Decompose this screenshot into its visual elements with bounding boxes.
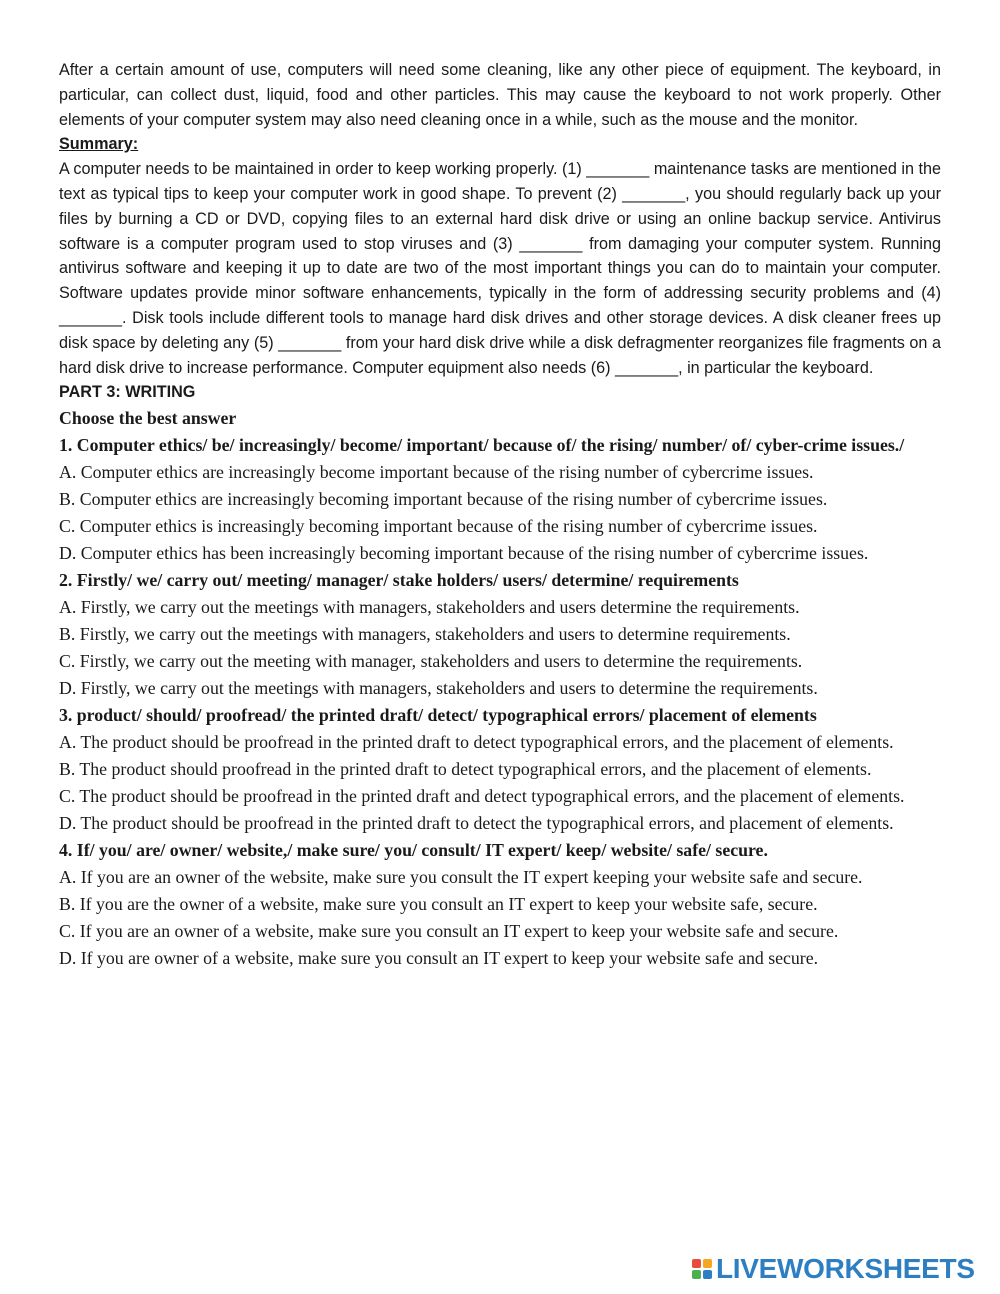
logo-square-3	[692, 1270, 701, 1279]
question-1-option-b[interactable]: B. Computer ethics are increasingly becoming important because of the rising number of cybercrime issues.	[59, 489, 828, 510]
logo-square-4	[703, 1270, 712, 1279]
question-3-option-c[interactable]: C. The product should be proofread in the printed draft and detect typographical errors, and the placement of elements.	[59, 786, 905, 807]
summary-heading-text: Summary:	[59, 135, 139, 154]
question-4-option-c[interactable]: C. If you are an owner of a website, make sure you consult an IT expert to keep your website safe and secure.	[59, 921, 839, 942]
liveworksheets-logo	[692, 1254, 975, 1284]
question-1-option-c[interactable]: C. Computer ethics is increasingly becoming important because of the rising number of cybercrime issues.	[59, 516, 818, 537]
summary-paragraph: A computer needs to be maintained in order to keep working properly. (1) _______ maintenance tasks are mentioned in the text as typical tips to keep your computer work in good shape. To prevent (2) _______, you should regularly back up your files by burning a CD or DVD, copying files to an external hard disk drive or using an online backup service. Antivirus software is a computer program used to stop viruses and (3) _______ from damaging your computer system. Running antivirus software and keeping it up to date are two of the most important things you can do to maintain your computer. Software updates provide minor software enhancements, typically in the form of addressing security problems and (4) _______. Disk tools include different tools to manage hard disk drives and other storage devices. A disk cleaner frees up disk space by deleting any (5) _______ from your hard disk drive while a disk defragmenter reorganizes file fragments on a hard disk drive to increase performance. Computer equipment also needs (6) _______, in particular the keyboard.	[59, 160, 941, 377]
question-3-option-a[interactable]: A. The product should be proofread in the printed draft to detect typographical errors, and the placement of elements.	[59, 732, 894, 753]
question-3-prompt: 3. product/ should/ proofread/ the printed draft/ detect/ typographical errors/ placement of elements	[59, 705, 817, 726]
question-2-option-c[interactable]: C. Firstly, we carry out the meeting with manager, stakeholders and users to determine the requirements.	[59, 651, 803, 672]
question-3-option-b[interactable]: B. The product should proofread in the printed draft to detect typographical errors, and the placement of elements.	[59, 759, 872, 780]
logo-square-2	[703, 1259, 712, 1268]
part3-heading: PART 3: WRITING	[59, 383, 196, 402]
question-4-option-d[interactable]: D. If you are owner of a website, make sure you consult an IT expert to keep your website safe and secure.	[59, 948, 819, 969]
summary-heading	[59, 132, 941, 157]
question-1-option-d[interactable]: D. Computer ethics has been increasingly becoming important because of the rising number of cybercrime issues.	[59, 543, 869, 564]
question-2-prompt: 2. Firstly/ we/ carry out/ meeting/ manager/ stake holders/ users/ determine/ requirements	[59, 570, 739, 591]
logo-grid-icon	[692, 1259, 712, 1279]
question-2-option-b[interactable]: B. Firstly, we carry out the meetings with managers, stakeholders and users to determine requirements.	[59, 624, 791, 645]
question-4-prompt: 4. If/ you/ are/ owner/ website,/ make sure/ you/ consult/ IT expert/ keep/ website/ safe/ secure.	[59, 840, 768, 861]
question-1-option-a[interactable]: A. Computer ethics are increasingly become important because of the rising number of cybercrime issues.	[59, 462, 814, 483]
intro-paragraph: After a certain amount of use, computers will need some cleaning, like any other piece of equipment. The keyboard, in particular, can collect dust, liquid, food and other particles. This may cause the keyboard to not work properly. Other elements of your computer system may also need cleaning once in a while, such as the mouse and the monitor.	[59, 61, 941, 129]
logo-text: LIVEWORKSHEETS	[716, 1253, 975, 1284]
question-3-option-d[interactable]: D. The product should be proofread in the printed draft to detect the typographical errors, and placement of elements.	[59, 813, 894, 834]
logo-square-1	[692, 1259, 701, 1268]
worksheet-page	[59, 58, 941, 972]
question-2-option-a[interactable]: A. Firstly, we carry out the meetings with managers, stakeholders and users determine the requirements.	[59, 597, 800, 618]
instruction: Choose the best answer	[59, 408, 237, 429]
question-1-prompt: 1. Computer ethics/ be/ increasingly/ become/ important/ because of/ the rising/ number/ of/ cyber-crime issues./	[59, 435, 905, 456]
question-4-option-b[interactable]: B. If you are the owner of a website, make sure you consult an IT expert to keep your website safe, secure.	[59, 894, 818, 915]
question-4-option-a[interactable]: A. If you are an owner of the website, make sure you consult the IT expert keeping your website safe and secure.	[59, 867, 863, 888]
question-2-option-d[interactable]: D. Firstly, we carry out the meetings with managers, stakeholders and users to determine the requirements.	[59, 678, 818, 699]
